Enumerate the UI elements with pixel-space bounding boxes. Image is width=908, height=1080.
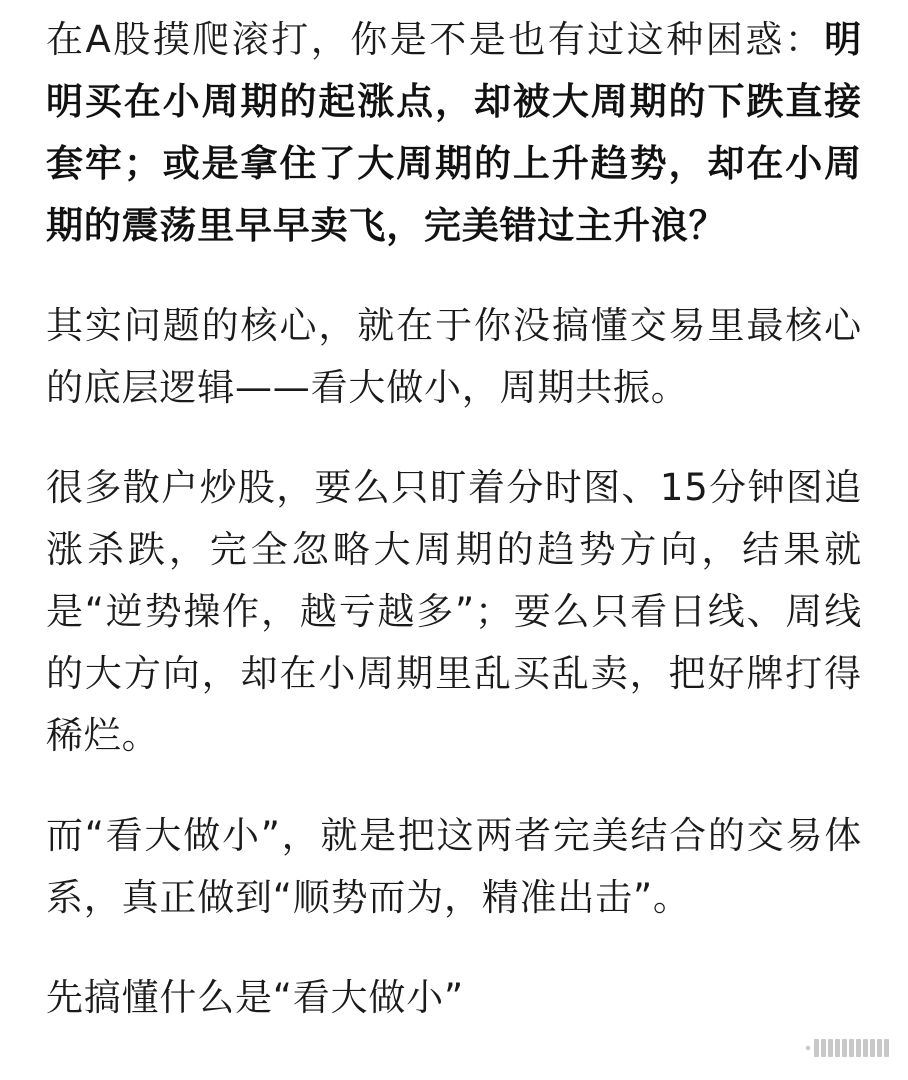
- article-paragraph: [46, 9, 862, 257]
- article-paragraph: [46, 457, 862, 767]
- article-body: [46, 9, 862, 1029]
- dotted-logo-icon: [802, 1035, 894, 1061]
- watermark-logo: [798, 1028, 898, 1068]
- article-paragraph: [46, 805, 862, 929]
- text-segment: 其实问题的核心，就在于你没搞懂交易里最核心的底层逻辑——看大做小，周期共振。: [46, 304, 862, 409]
- article-paragraph: [46, 967, 862, 1029]
- text-segment: 在A股摸爬滚打，你是不是也有过这种困惑：: [46, 18, 825, 61]
- article-paragraph: [46, 295, 862, 419]
- bold-text-segment: 明明买在小周期的起涨点，却被大周期的下跌直接套牢；或是拿住了大周期的上升趋势，却在小周期的震荡里早早卖飞，完美错过主升浪？: [46, 18, 862, 247]
- text-segment: 先搞懂什么是“看大做小”: [46, 976, 464, 1019]
- text-segment: 而“看大做小”，就是把这两者完美结合的交易体系，真正做到“顺势而为，精准出击”。: [46, 814, 862, 919]
- text-segment: 很多散户炒股，要么只盯着分时图、15分钟图追涨杀跌，完全忽略大周期的趋势方向，结果就是“逆势操作，越亏越多”；要么只看日线、周线的大方向，却在小周期里乱买乱卖，把好牌打得稀烂。: [46, 466, 862, 757]
